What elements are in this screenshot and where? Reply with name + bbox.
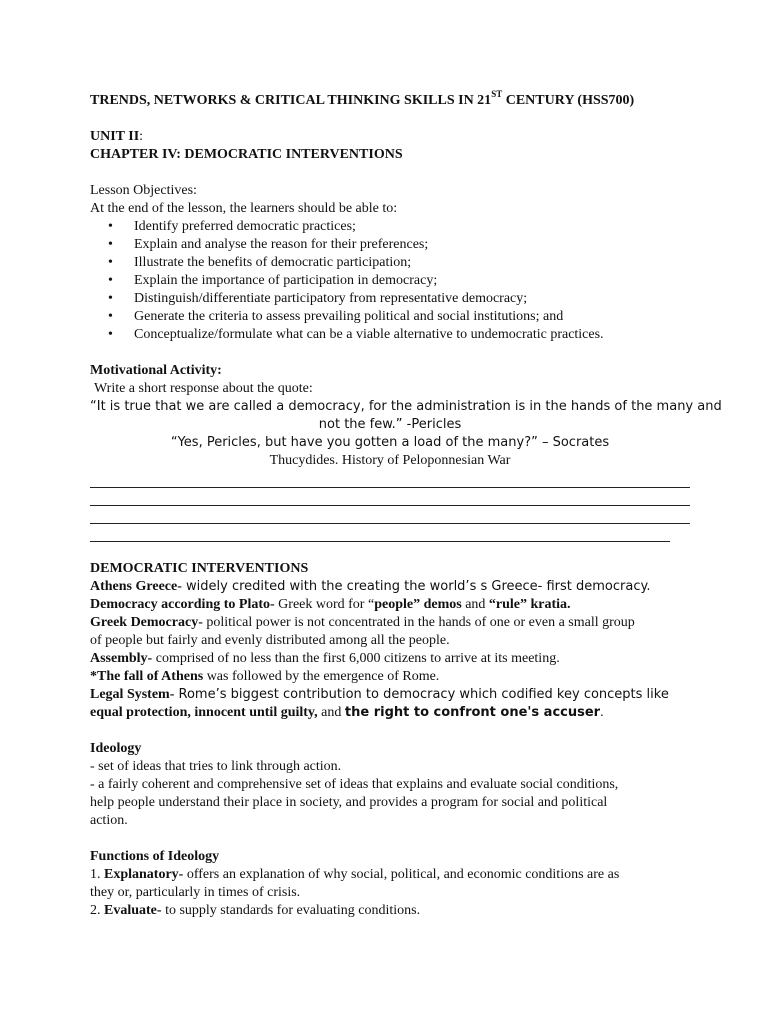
quote-line-3: “Yes, Pericles, but have you gotten a load of the many?” – Socrates — [170, 435, 610, 450]
function-1-definition-2: they or, particularly in times of crisis. — [90, 885, 301, 900]
course-title-main: TRENDS, NETWORKS & CRITICAL THINKING SKILLS IN 21 — [90, 93, 492, 108]
function-1-definition: offers an explanation of why social, political, and economic conditions are as — [183, 867, 620, 882]
greek-definition-1: political power is not concentrated in the hands of one or even a small group — [202, 615, 635, 630]
function-2 — [90, 902, 690, 920]
athens-term: Athens Greece- — [90, 579, 182, 594]
objective-item: • Distinguish/differentiate participatory from representative democracy; — [134, 290, 690, 308]
motivational-prompt: Write a short response about the quote: — [94, 381, 313, 396]
objective-item: • Generate the criteria to assess prevailing political and social institutions; and — [134, 308, 690, 326]
assembly-term: Assembly- — [90, 651, 153, 666]
function-1-number: 1. — [90, 867, 104, 882]
legal-concepts-1: equal protection, innocent until guilty, — [90, 705, 318, 720]
fall-definition: was followed by the emergence of Rome. — [203, 669, 440, 684]
objectives-intro: At the end of the lesson, the learners should be able to: — [90, 201, 398, 216]
objectives-list — [90, 218, 690, 344]
objectives-heading: Lesson Objectives: — [90, 183, 197, 198]
document-page — [90, 89, 722, 920]
motivational-heading: Motivational Activity: — [90, 363, 222, 378]
function-1-term: Explanatory- — [104, 867, 184, 882]
plato-rule: “rule” kratia. — [488, 597, 571, 612]
plato-entry — [90, 596, 690, 614]
assembly-entry — [90, 650, 690, 668]
ideology-def-2a: - a fairly coherent and comprehensive set of ideas that explains and evaluate social conditions, — [90, 777, 619, 792]
ideology-def-2b: help people understand their place in society, and provides a program for social and political — [90, 795, 608, 810]
answer-line[interactable] — [90, 470, 690, 488]
fall-entry — [90, 668, 690, 686]
course-title-superscript: ST — [491, 89, 503, 100]
unit-label: UNIT II — [90, 129, 140, 144]
quote-line-1: “It is true that we are called a democracy, for the administration is in the hands of the many and — [90, 399, 722, 414]
course-title — [90, 89, 690, 110]
legal-concepts-2: the right to confront one's accuser — [344, 705, 601, 720]
objective-item: • Identify preferred democratic practices; — [134, 218, 690, 236]
legal-and: and — [317, 705, 345, 720]
functions-heading: Functions of Ideology — [90, 849, 220, 864]
unit-colon: : — [139, 129, 144, 144]
plato-term: Democracy according to Plato- — [90, 597, 275, 612]
plato-and: and — [461, 597, 489, 612]
objective-item: • Explain and analyse the reason for their preferences; — [134, 236, 690, 254]
objective-item: • Conceptualize/formulate what can be a viable alternative to undemocratic practices. — [134, 326, 690, 344]
ideology-def-1: - set of ideas that tries to link through action. — [90, 759, 342, 774]
legal-end: . — [600, 705, 604, 720]
greek-term: Greek Democracy- — [90, 615, 203, 630]
quote-source: Thucydides. History of Peloponnesian War — [269, 453, 511, 468]
greek-entry — [90, 614, 690, 632]
function-2-number: 2. — [90, 903, 104, 918]
legal-definition: Rome’s biggest contribution to democracy which codified key concepts like — [174, 687, 669, 702]
greek-definition-2: of people but fairly and evenly distributed among all the people. — [90, 633, 450, 648]
ideology-def-2c: action. — [90, 813, 128, 828]
athens-definition: widely credited with the creating the world’s s Greece- first democracy. — [181, 579, 651, 594]
plato-people: people” demos — [374, 597, 462, 612]
legal-concepts — [90, 704, 690, 722]
chapter-heading: CHAPTER IV: DEMOCRATIC INTERVENTIONS — [90, 147, 403, 162]
objective-item: • Explain the importance of participation in democracy; — [134, 272, 690, 290]
assembly-definition: comprised of no less than the first 6,000 citizens to arrive at its meeting. — [152, 651, 560, 666]
quote-line-2: not the few.” -Pericles — [318, 417, 462, 432]
objective-item: • Illustrate the benefits of democratic participation; — [134, 254, 690, 272]
legal-entry — [90, 686, 690, 704]
ideology-heading: Ideology — [90, 741, 142, 756]
fall-term: *The fall of Athens — [90, 669, 204, 684]
plato-definition: Greek word for “ — [274, 597, 375, 612]
function-1 — [90, 866, 690, 884]
course-title-rest: CENTURY (HSS700) — [502, 93, 635, 108]
answer-line[interactable] — [90, 506, 690, 524]
interventions-heading: DEMOCRATIC INTERVENTIONS — [90, 561, 309, 576]
answer-line[interactable] — [90, 524, 670, 542]
function-2-term: Evaluate- — [104, 903, 162, 918]
answer-line[interactable] — [90, 488, 690, 506]
function-2-definition: to supply standards for evaluating conditions. — [161, 903, 421, 918]
unit-heading — [90, 128, 690, 146]
legal-term: Legal System- — [90, 687, 175, 702]
athens-entry — [90, 578, 690, 596]
